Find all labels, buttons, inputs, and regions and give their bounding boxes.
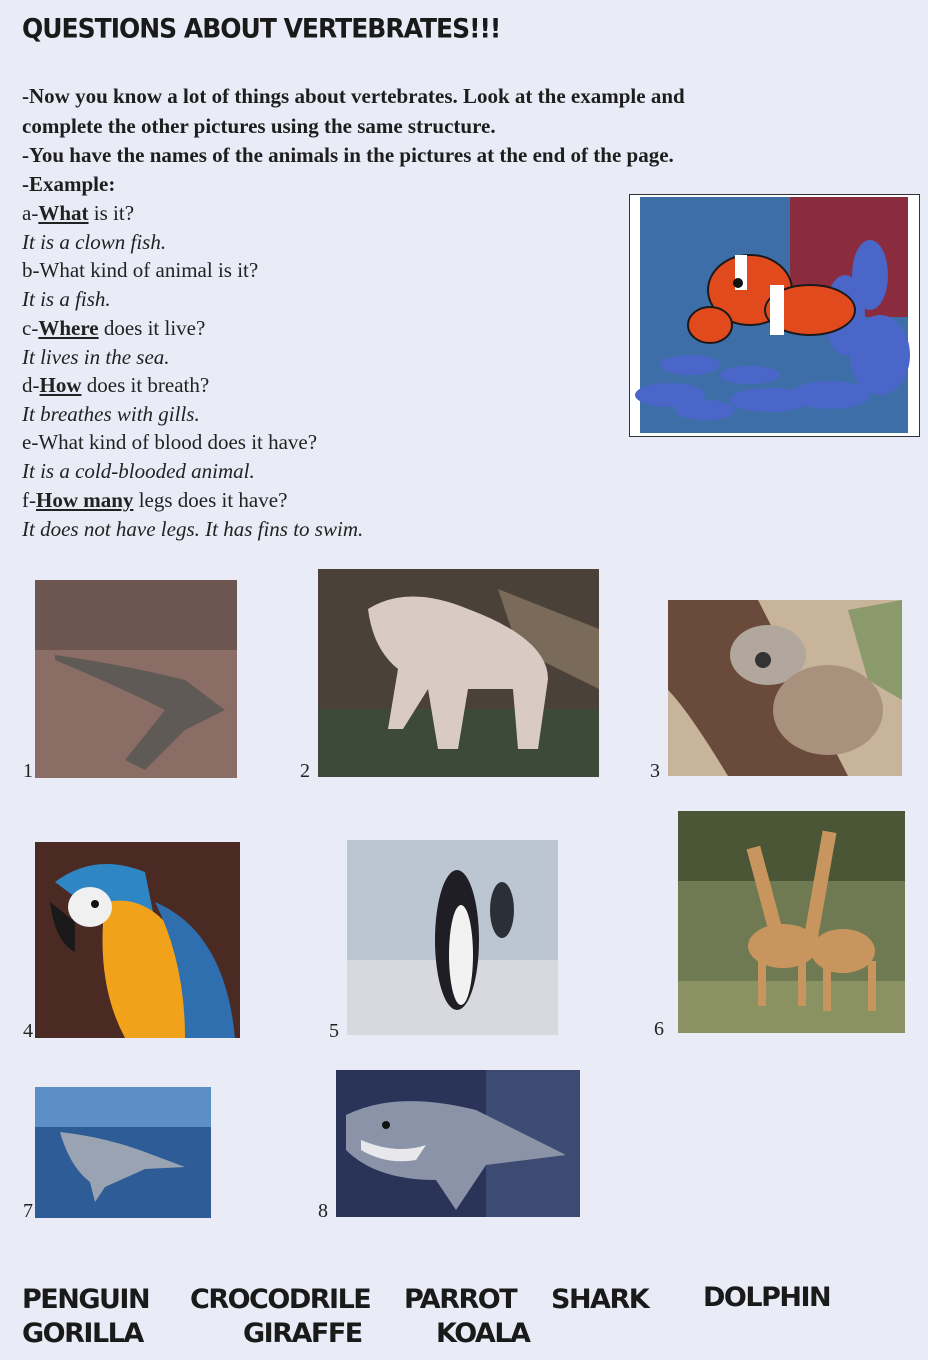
koala-photo xyxy=(668,600,902,776)
answer-f: It does not have legs. It has fins to swim. xyxy=(22,517,364,541)
question-a: a-What is it? xyxy=(22,201,135,225)
example-label: -Example: xyxy=(22,172,116,196)
answer-c: It lives in the sea. xyxy=(22,345,170,369)
instruction-line-1: -Now you know a lot of things about vertebrates. Look at the example and xyxy=(22,84,685,108)
animal-name-koala: KOALA xyxy=(436,1318,530,1349)
instruction-line-2: complete the other pictures using the same structure. xyxy=(22,114,496,138)
gorilla-photo xyxy=(318,569,599,777)
animal-name-parrot: PARROT xyxy=(404,1284,517,1315)
animal-name-penguin: PENGUIN xyxy=(22,1284,150,1315)
animal-name-crocodrile: CROCODRILE xyxy=(190,1284,371,1315)
answer-a: It is a clown fish. xyxy=(22,230,167,254)
picture-number-6: 6 xyxy=(654,1018,664,1040)
crocodile-photo xyxy=(35,580,237,778)
worksheet-title: QUESTIONS ABOUT VERTEBRATES!!! xyxy=(22,13,501,44)
dolphin-photo xyxy=(35,1087,211,1218)
question-f: f-How many legs does it have? xyxy=(22,488,288,512)
picture-number-8: 8 xyxy=(318,1200,328,1222)
answer-d: It breathes with gills. xyxy=(22,402,200,426)
picture-number-1: 1 xyxy=(23,760,33,782)
picture-number-4: 4 xyxy=(23,1020,33,1042)
picture-number-5: 5 xyxy=(329,1020,339,1042)
penguin-photo xyxy=(347,840,558,1035)
animal-name-dolphin: DOLPHIN xyxy=(703,1282,831,1313)
giraffe-photo xyxy=(678,811,905,1033)
question-e: e-What kind of blood does it have? xyxy=(22,430,318,454)
question-b: b-What kind of animal is it? xyxy=(22,258,259,282)
clownfish-photo xyxy=(629,194,920,437)
picture-number-2: 2 xyxy=(300,760,310,782)
picture-number-3: 3 xyxy=(650,760,660,782)
shark-photo xyxy=(336,1070,580,1217)
question-c: c-Where does it live? xyxy=(22,316,206,340)
instruction-line-3: -You have the names of the animals in the pictures at the end of the page. xyxy=(22,143,674,167)
answer-e: It is a cold-blooded animal. xyxy=(22,459,255,483)
animal-name-gorilla: GORILLA xyxy=(22,1318,143,1349)
animal-name-giraffe: GIRAFFE xyxy=(243,1318,362,1349)
question-d: d-How does it breath? xyxy=(22,373,210,397)
answer-b: It is a fish. xyxy=(22,287,111,311)
animal-name-shark: SHARK xyxy=(551,1284,649,1315)
picture-number-7: 7 xyxy=(23,1200,33,1222)
parrot-photo xyxy=(35,842,240,1038)
